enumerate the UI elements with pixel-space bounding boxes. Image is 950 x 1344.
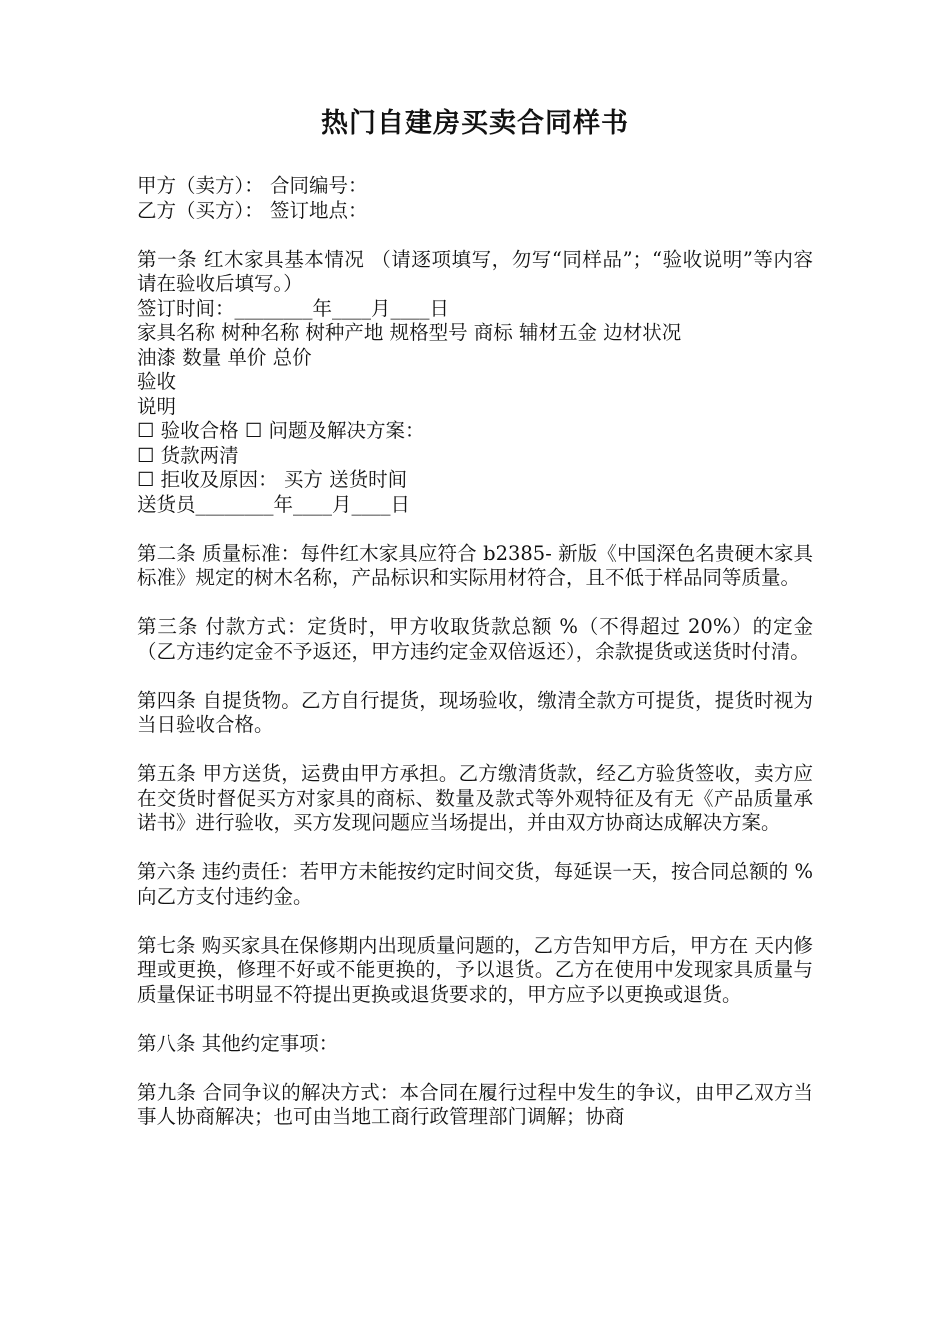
article-8: 第八条 其他约定事项： — [137, 1031, 339, 1055]
acceptance-label: 验收 — [137, 370, 177, 393]
document-title: 热门自建房买卖合同样书 — [321, 108, 629, 139]
article-3: 第三条 付款方式：定货时，甲方收取货款总额 %（不得超过 20%）的定金（乙方违约定金不予返还，甲方违约定金双倍返还），余款提货或送货时付清。 — [137, 615, 813, 663]
deliverer-line: 送货员________年____月____日 — [137, 492, 411, 516]
furniture-columns-line-2: 油漆 数量 单价 总价 — [137, 345, 312, 369]
sign-time-line: 签订时间：________年____月____日 — [137, 296, 450, 320]
furniture-columns-line-1: 家具名称 树种名称 树种产地 规格型号 商标 辅材五金 边材状况 — [137, 321, 682, 344]
article-1-intro: 第一条 红木家具基本情况 （请逐项填写，勿写“同样品”；“验收说明”等内容请在验收后填写。） — [137, 247, 813, 295]
document-body — [137, 174, 813, 1130]
payment-cleared-option: ☐ 货款两清 — [137, 443, 239, 467]
article-2: 第二条 质量标准：每件红木家具应符合 b2385- 新版《中国深色名贵硬木家具标准》规定的树木名称，产品标识和实际用材符合，且不低于样品同等质量。 — [137, 541, 813, 589]
article-5: 第五条 甲方送货，运费由甲方承担。乙方缴清货款，经乙方验货签收，卖方应在交货时督促买方对家具的商标、数量及款式等外观特征及有无《产品质量承诺书》进行验收，买方发现问题应当场提出，并由双方协商达成解决方案。 — [137, 762, 813, 834]
article-6: 第六条 违约责任：若甲方未能按约定时间交货，每延误一天，按合同总额的 %向乙方支付违约金。 — [137, 860, 813, 908]
acceptance-options-line: ☐ 验收合格 ☐ 问题及解决方案： — [137, 419, 425, 442]
article-4: 第四条 自提货物。乙方自行提货，现场验收，缴清全款方可提货，提货时视为当日验收合格。 — [137, 688, 813, 736]
article-7: 第七条 购买家具在保修期内出现质量问题的，乙方告知甲方后，甲方在 天内修理或更换，修理不好或不能更换的，予以退货。乙方在使用中发现家具质量与质量保证书明显不符提出更换或退货要求的，甲方应予以更换或退货。 — [137, 933, 813, 1006]
party-a-line: 甲方（卖方）： 合同编号： — [137, 174, 368, 197]
party-b-line: 乙方（买方）： 签订地点： — [137, 198, 368, 222]
note-label: 说明 — [137, 394, 177, 418]
article-9: 第九条 合同争议的解决方式：本合同在履行过程中发生的争议，由甲乙双方当事人协商解决；也可由当地工商行政管理部门调解；协商 — [137, 1080, 813, 1128]
rejection-option: ☐ 拒收及原因： 买方 送货时间 — [137, 468, 408, 491]
